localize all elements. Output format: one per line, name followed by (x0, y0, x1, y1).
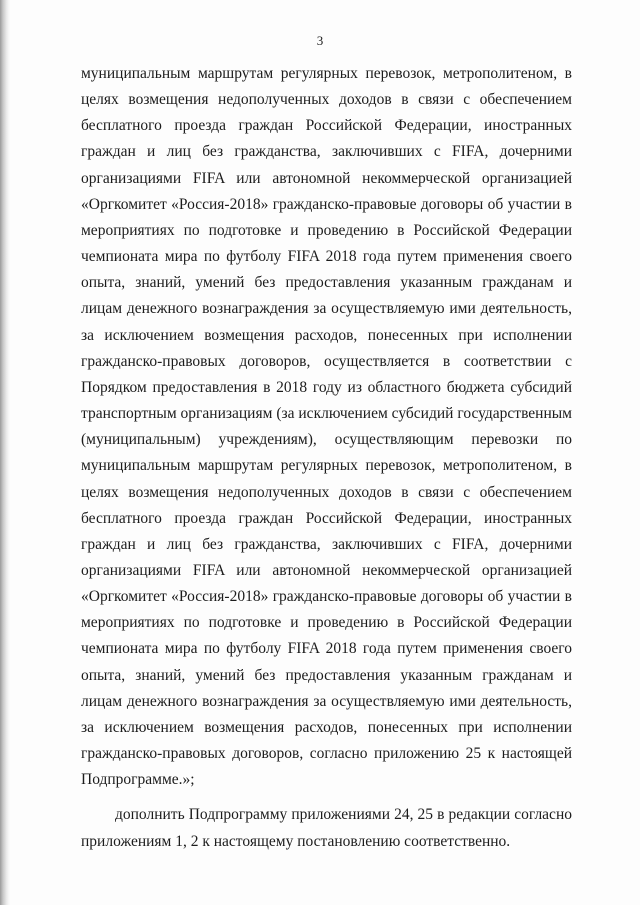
page-number: 3 (316, 33, 324, 48)
paragraph-amendment: дополнить Подпрограмму приложениями 24, 25 в редакции согласно приложениям 1, 2 к настоящему постановлению соответственно. (81, 806, 572, 850)
document-body (81, 61, 572, 855)
paragraph-continuation: муниципальным маршрутам регулярных перевозок, метрополитеном, в целях возмещения недополученных доходов в связи с обеспечением бесплатного проезда граждан Российской Федерации, иностранных граждан и лиц без гражданства, заключивших с FIFA, дочерними организациями FIFA или автономной некоммерческой организацией «Оргкомитет «Россия-2018» гражданско-правовые договоры об участии в мероприятиях по подготовке и проведению в Российской Федерации чемпионата мира по футболу FIFA 2018 года путем применения своего опыта, знаний, умений без предоставления указанным гражданам и лицам денежного вознаграждения за осуществляемую ими деятельность, за исключением возмещения расходов, понесенных при исполнении гражданско-правовых договоров, осуществляется в соответствии с Порядком предоставления в 2018 году из областного бюджета субсидий транспортным организациям (за исключением субсидий государственным (муниципальным) учреждениям), осуществляющим перевозки по муниципальным маршрутам регулярных перевозок, метрополитеном, в целях возмещения недополученных доходов в связи с обеспечением бесплатного проезда граждан Российской Федерации, иностранных граждан и лиц без гражданства, заключивших с FIFA, дочерними организациями FIFA или автономной некоммерческой организацией «Оргкомитет «Россия-2018» гражданско-правовые договоры об участии в мероприятиях по подготовке и проведению в Российской Федерации чемпионата мира по футболу FIFA 2018 года путем применения своего опыта, знаний, умений без предоставления указанным гражданам и лицам денежного вознаграждения за осуществляемую ими деятельность, за исключением возмещения расходов, понесенных при исполнении гражданско-правовых договоров, согласно приложению 25 к настоящей Подпрограмме.»; (81, 65, 572, 789)
scan-edge-shadow (0, 0, 10, 905)
